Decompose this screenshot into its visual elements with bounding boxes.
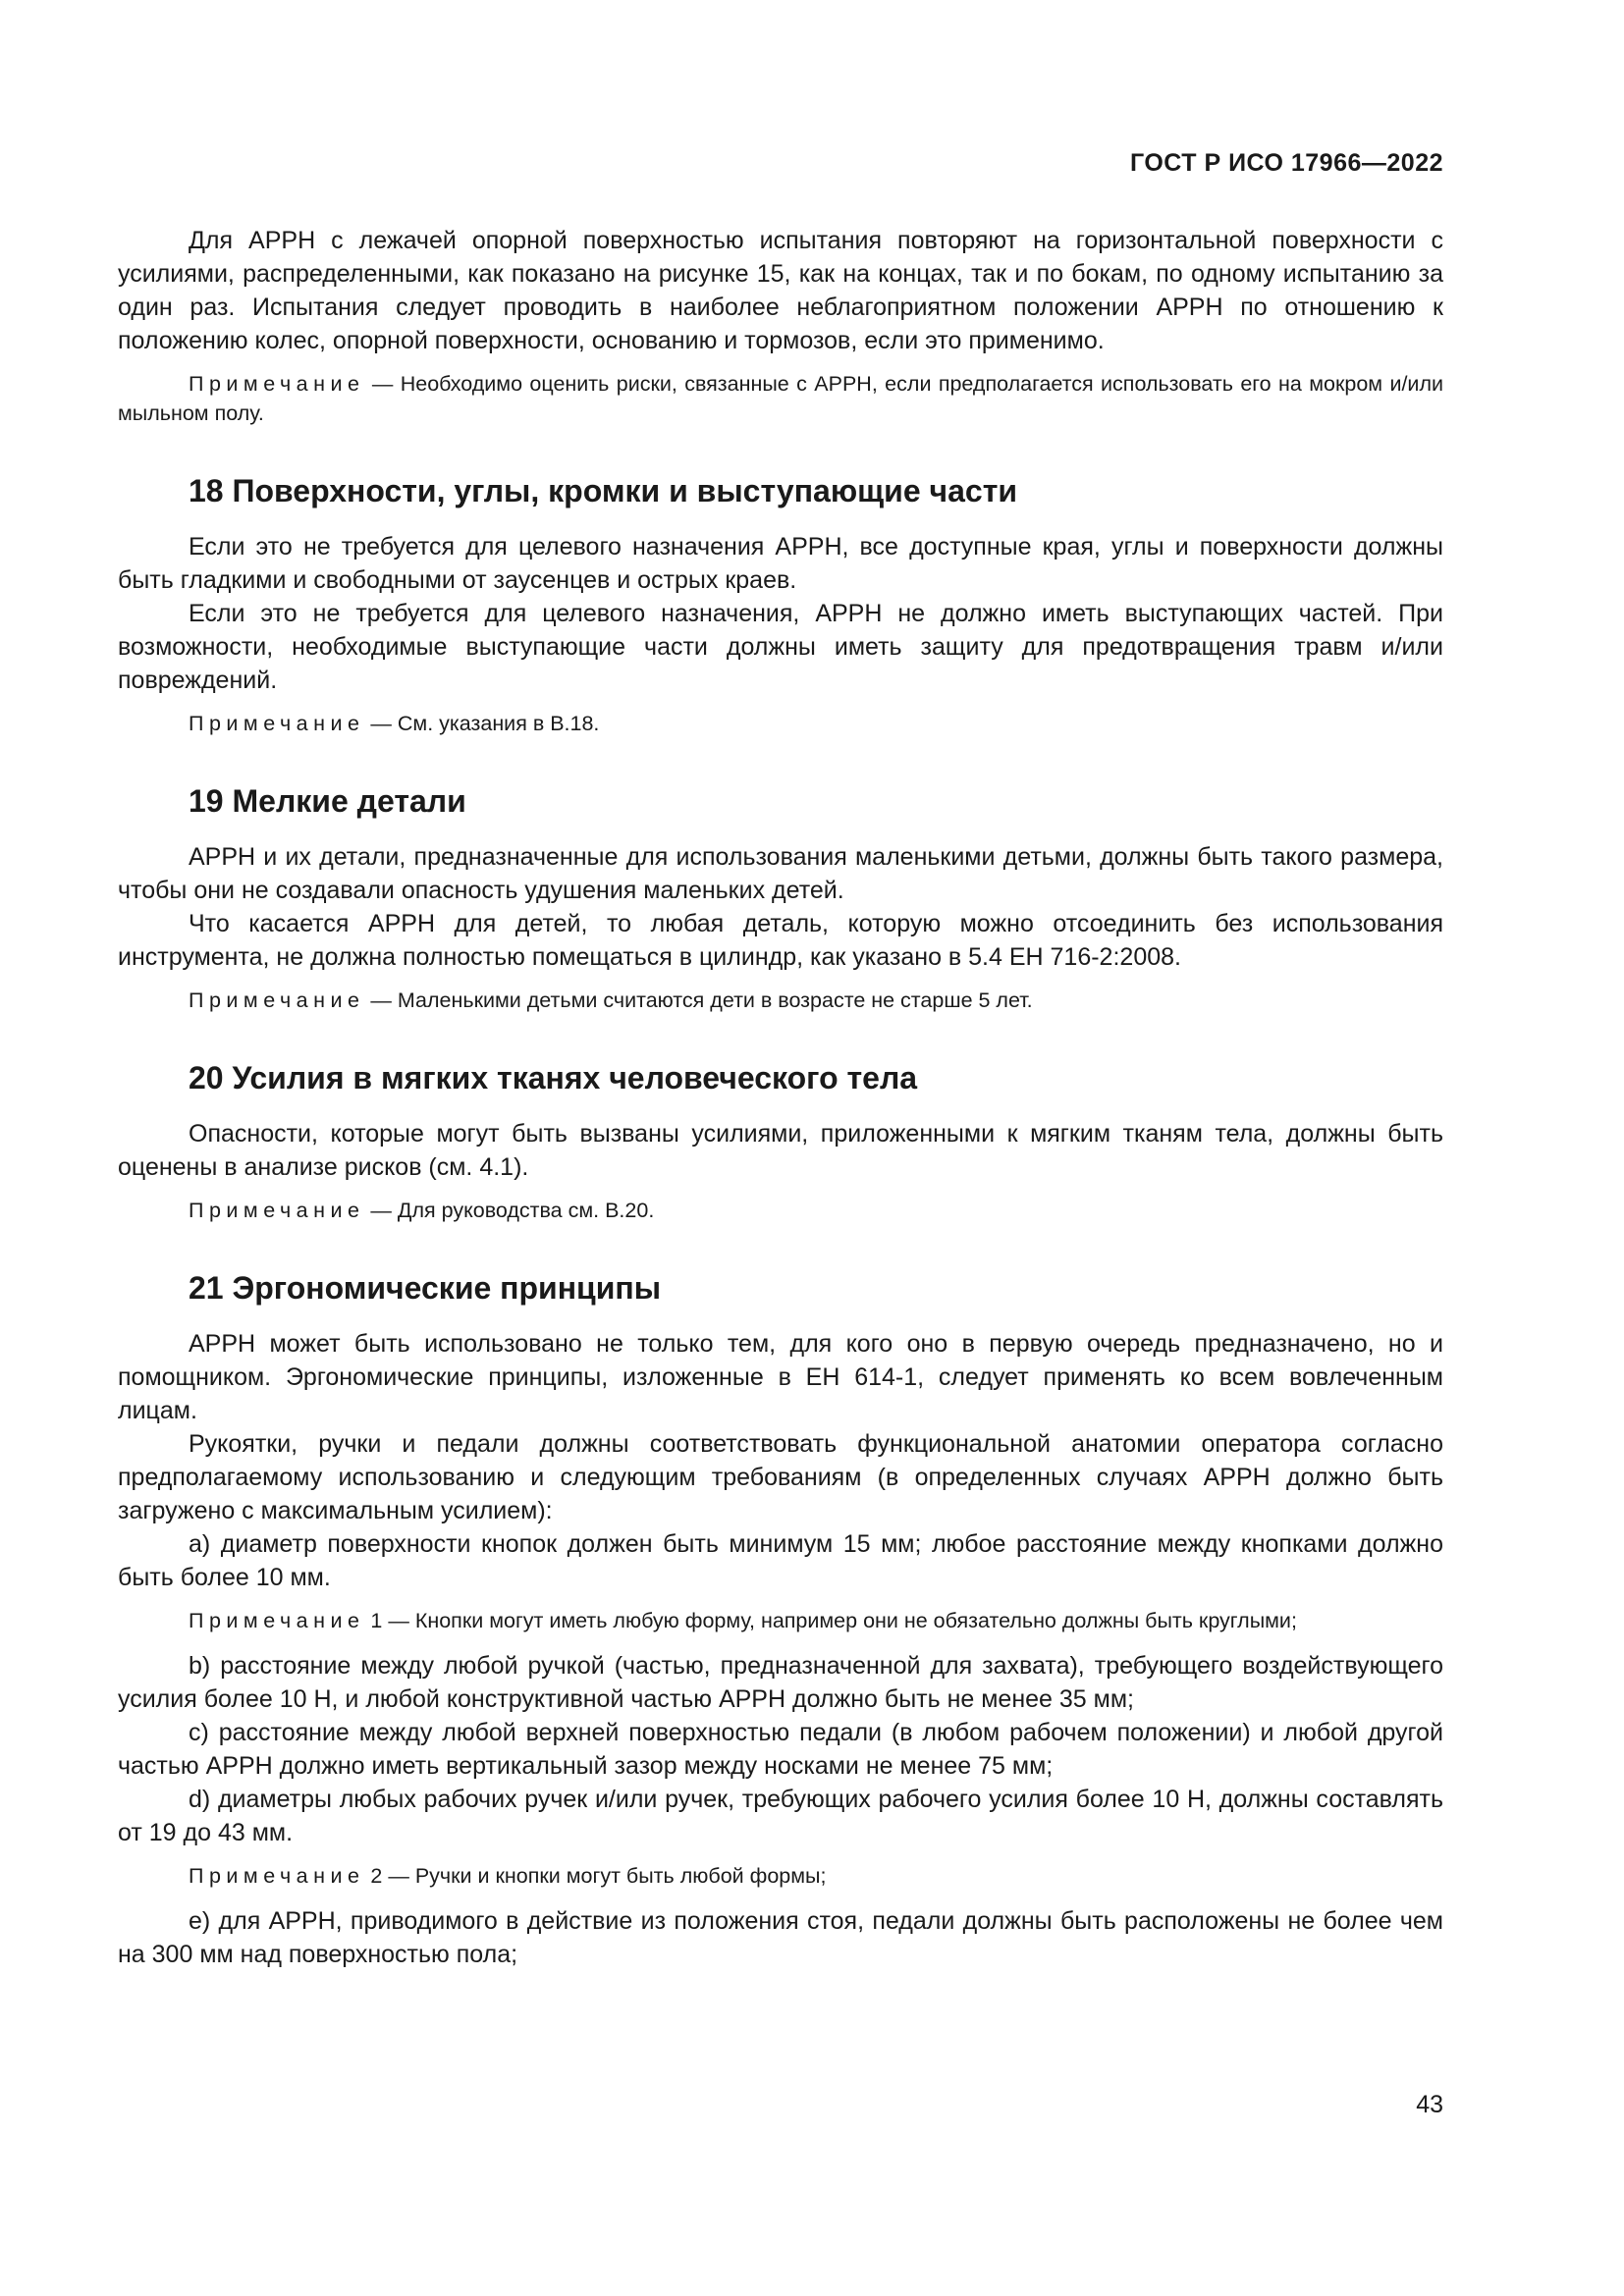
section-19-paragraph-1: АРРН и их детали, предназначенные для использования маленькими детьми, должны быть такого размера, чтобы они не создавали опасность удушения маленьких детей.: [118, 843, 1443, 904]
section-18-paragraph-2: Если это не требуется для целевого назначения, АРРН не должно иметь выступающих частей. При возможности, необходимые выступающие части должны иметь защиту для предотвращения травм и/или повреждений.: [118, 600, 1443, 694]
note-label: Примечание: [189, 1864, 365, 1888]
section-18-paragraph-1: Если это не требуется для целевого назначения АРРН, все доступные края, углы и поверхности должны быть гладкими и свободными от заусенцев и острых краев.: [118, 533, 1443, 594]
note-label: Примечание: [189, 372, 365, 396]
section-19-heading: 19 Мелкие детали: [189, 783, 466, 819]
note-label: Примечание: [189, 1609, 365, 1632]
note-text: 2 — Ручки и кнопки могут быть любой формы;: [364, 1864, 827, 1888]
section-21-paragraph-1: АРРН может быть использовано не только тем, для кого оно в первую очередь предназначено, но и помощником. Эргономические принципы, изложенные в ЕН 614-1, следует применять ко всем вовлеченным лицам.: [118, 1330, 1443, 1424]
section-21-note-1: [118, 1606, 1443, 1635]
page-number: 43: [1416, 2091, 1443, 2118]
spacer: [118, 1635, 1443, 1649]
note-label: Примечание: [189, 988, 365, 1012]
note-label: Примечание: [189, 712, 365, 735]
section-19-note: [118, 986, 1443, 1015]
section-19-paragraph-2: Что касается АРРН для детей, то любая деталь, которую можно отсоединить без использования инструмента, не должна полностью помещаться в цилиндр, как указано в 5.4 ЕН 716-2:2008.: [118, 910, 1443, 971]
section-20-note: [118, 1196, 1443, 1225]
page-content: [118, 224, 1443, 1971]
intro-paragraph: Для АРРН с лежачей опорной поверхностью испытания повторяют на горизонтальной поверхности с усилиями, распределенными, как показано на рисунке 15, как на концах, так и по бокам, по одному испытанию за один раз. Испытания следует проводить в наиболее неблагоприятном положении АРРН по отношению к положению колес, опорной поверхности, основанию и тормозов, если это применимо.: [118, 227, 1443, 354]
intro-note: [118, 369, 1443, 428]
list-item-b: b) расстояние между любой ручкой (частью, предназначенной для захвата), требующего воздействующего усилия более 10 Н, и любой конструктивной частью АРРН должно быть не менее 35 мм;: [118, 1652, 1443, 1713]
section-21-heading: 21 Эргономические принципы: [189, 1270, 662, 1306]
list-item-c: c) расстояние между любой верхней поверхностью педали (в любом рабочем положении) и любой другой частью АРРН должно иметь вертикальный зазор между носками не менее 75 мм;: [118, 1719, 1443, 1780]
section-21-paragraph-2: Рукоятки, ручки и педали должны соответствовать функциональной анатомии оператора согласно предполагаемому использованию и следующим требованиям (в определенных случаях АРРН должно быть загружено с максимальным усилием):: [118, 1430, 1443, 1524]
note-label: Примечание: [189, 1199, 365, 1222]
section-20-heading: 20 Усилия в мягких тканях человеческого тела: [189, 1060, 918, 1095]
list-item-e: e) для АРРН, приводимого в действие из положения стоя, педали должны быть расположены не более чем на 300 мм над поверхностью пола;: [118, 1907, 1443, 1968]
list-item-d: d) диаметры любых рабочих ручек и/или ручек, требующих рабочего усилия более 10 Н, должны составлять от 19 до 43 мм.: [118, 1786, 1443, 1846]
section-21-note-2: [118, 1861, 1443, 1891]
section-20-paragraph-1: Опасности, которые могут быть вызваны усилиями, приложенными к мягким тканям тела, должны быть оценены в анализе рисков (см. 4.1).: [118, 1120, 1443, 1181]
note-text: — Для руководства см. В.20.: [364, 1199, 655, 1222]
spacer: [118, 1891, 1443, 1904]
standard-designation: ГОСТ Р ИСО 17966—2022: [1130, 149, 1443, 177]
note-text: — См. указания в В.18.: [364, 712, 600, 735]
note-text: — Маленькими детьми считаются дети в возрасте не старше 5 лет.: [364, 988, 1033, 1012]
section-18-heading: 18 Поверхности, углы, кромки и выступающие части: [189, 473, 1018, 508]
note-text: 1 — Кнопки могут иметь любую форму, например они не обязательно должны быть круглыми;: [364, 1609, 1297, 1632]
section-18-note: [118, 709, 1443, 738]
list-item-a: a) диаметр поверхности кнопок должен быть минимум 15 мм; любое расстояние между кнопками должно быть более 10 мм.: [118, 1530, 1443, 1591]
note-text: — Необходимо оценить риски, связанные с АРРН, если предполагается использовать его на мокром и/или мыльном полу.: [118, 372, 1443, 425]
